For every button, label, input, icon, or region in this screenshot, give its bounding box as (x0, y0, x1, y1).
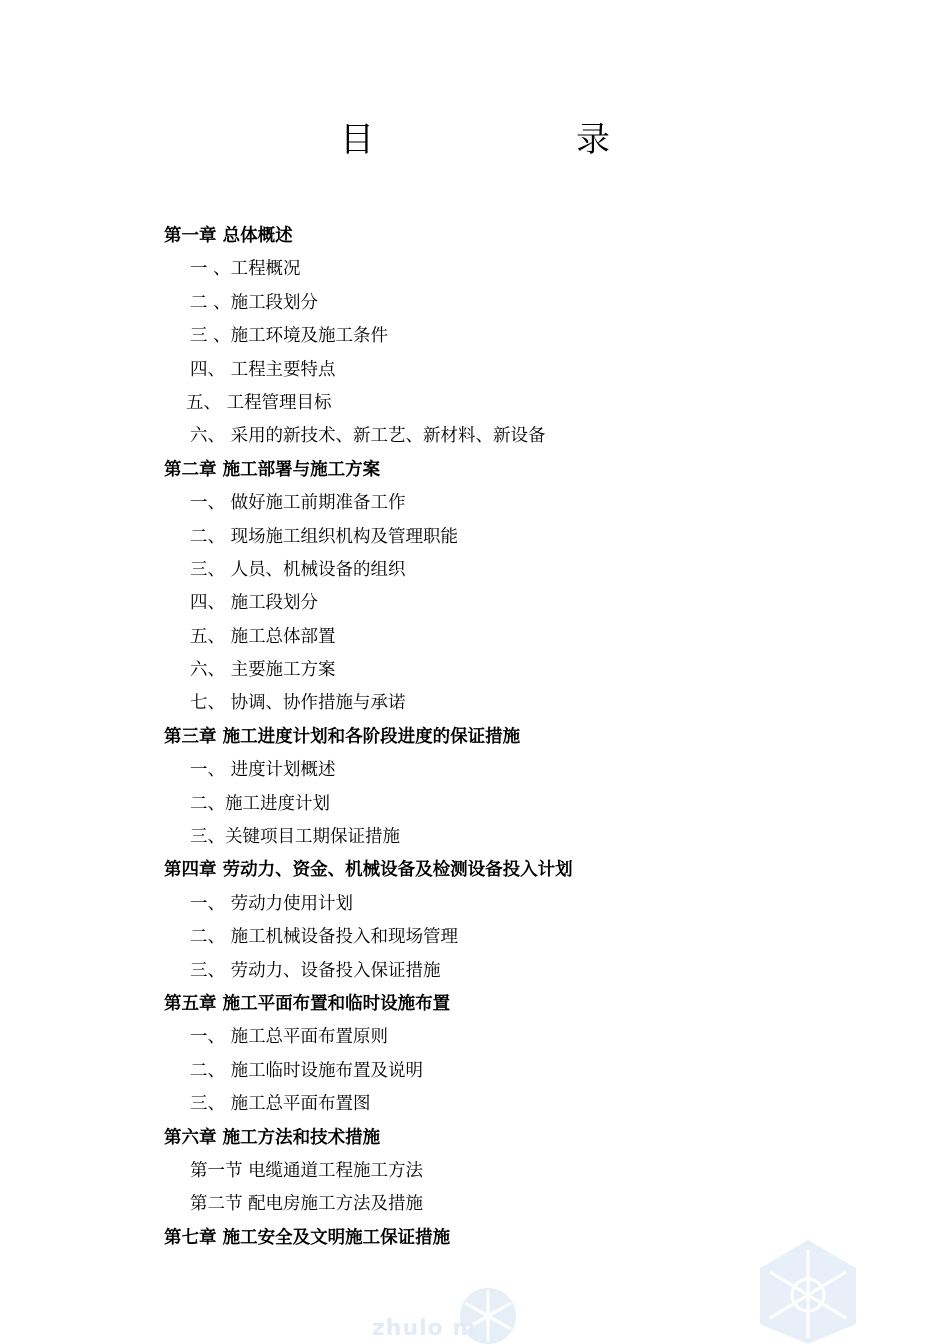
watermark-snowflake-icon-large (752, 1238, 864, 1344)
toc-item: 三、 人员、机械设备的组织 (190, 559, 406, 580)
toc-chapter: 第一章 总体概述 (164, 226, 293, 246)
table-of-contents (164, 220, 864, 1255)
page-title: 目 录 (340, 120, 694, 160)
toc-chapter: 第六章 施工方法和技术措施 (164, 1127, 381, 1148)
toc-item: 七、 协调、协作措施与承诺 (190, 693, 406, 714)
toc-item: 二、 施工机械设备投入和现场管理 (190, 927, 459, 948)
toc-item: 三、 劳动力、设备投入保证措施 (190, 960, 441, 981)
toc-chapter: 第四章 劳动力、资金、机械设备及检测设备投入计划 (164, 860, 573, 881)
toc-item: 一、 劳动力使用计划 (190, 893, 354, 914)
toc-item: 二、 现场施工组织机构及管理职能 (190, 526, 459, 547)
toc-item: 一、 做好施工前期准备工作 (190, 493, 406, 514)
toc-chapter: 第三章 施工进度计划和各阶段进度的保证措施 (164, 726, 521, 747)
toc-item: 三、 施工总平面布置图 (190, 1094, 371, 1115)
toc-item: 三 、施工环境及施工条件 (190, 326, 389, 347)
toc-item: 五、 工程管理目标 (186, 392, 332, 413)
toc-item: 第一节 电缆通道工程施工方法 (190, 1160, 424, 1181)
toc-item: 五、 施工总体部置 (190, 626, 336, 647)
watermark-text: zhulo m (372, 1316, 477, 1341)
toc-item: 六、 采用的新技术、新工艺、新材料、新设备 (190, 426, 546, 447)
toc-chapter: 第二章 施工部署与施工方案 (164, 459, 381, 480)
toc-item: 六、 主要施工方案 (190, 660, 336, 681)
toc-item: 三、关键项目工期保证措施 (190, 827, 400, 848)
toc-item: 第二节 配电房施工方法及措施 (190, 1194, 424, 1215)
toc-item: 二、施工进度计划 (190, 793, 330, 814)
toc-item: 四、 施工段划分 (190, 593, 319, 614)
toc-chapter: 第五章 施工平面布置和临时设施布置 (164, 993, 451, 1014)
toc-item: 二 、施工段划分 (190, 292, 319, 313)
toc-chapter: 第七章 施工安全及文明施工保证措施 (164, 1227, 451, 1248)
toc-item: 四、 工程主要特点 (190, 359, 336, 380)
toc-item: 二、 施工临时设施布置及说明 (190, 1060, 424, 1081)
toc-item: 一 、工程概况 (190, 259, 301, 280)
toc-item: 一、 施工总平面布置原则 (190, 1027, 389, 1048)
toc-item: 一、 进度计划概述 (190, 760, 336, 781)
